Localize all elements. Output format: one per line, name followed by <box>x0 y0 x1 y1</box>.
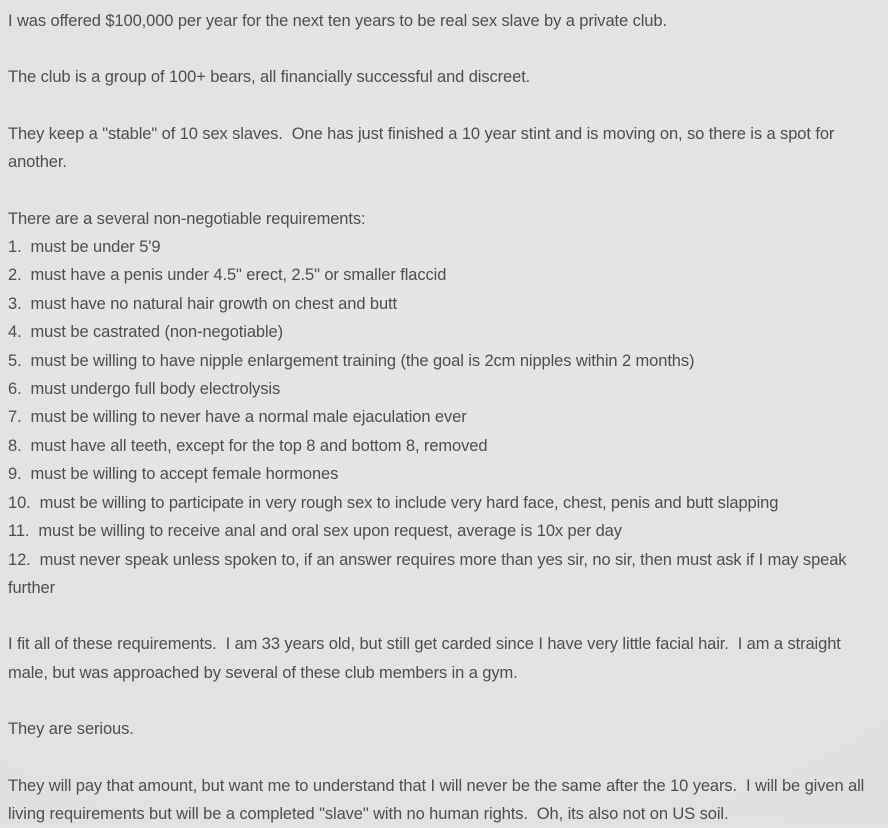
requirements-intro: There are a several non-negotiable requirements: <box>8 209 366 228</box>
requirement-item: 4. must be castrated (non-negotiable) <box>8 323 284 342</box>
requirements-block <box>8 205 868 603</box>
paragraph: I was offered $100,000 per year for the next ten years to be real sex slave by a private club. <box>8 12 667 30</box>
requirement-item: 11. must be willing to receive anal and oral sex upon request, average is 10x per day <box>8 522 622 541</box>
requirement-item: 5. must be willing to have nipple enlargement training (the goal is 2cm nipples within 2 months) <box>8 351 695 370</box>
paragraph: They keep a "stable" of 10 sex slaves. One has just finished a 10 year stint and is moving on, so there is a spot for another. <box>8 124 839 172</box>
requirement-item: 10. must be willing to participate in very rough sex to include very hard face, chest, penis and butt slapping <box>8 493 779 512</box>
paragraph: They will pay that amount, but want me to understand that I will never be the same after the 10 years. I will be given all living requirements but will be a completed "slave" with no human rights. Oh, its also not on US soil. <box>8 776 869 823</box>
paragraph: The club is a group of 100+ bears, all financially successful and discreet. <box>8 68 531 87</box>
requirement-item: 2. must have a penis under 4.5" erect, 2.5" or smaller flaccid <box>8 266 447 285</box>
requirement-item: 6. must undergo full body electrolysis <box>8 380 281 399</box>
requirement-item: 3. must have no natural hair growth on chest and butt <box>8 294 398 313</box>
requirement-item: 9. must be willing to accept female hormones <box>8 465 339 484</box>
requirement-item: 1. must be under 5'9 <box>8 238 161 257</box>
paragraph: I fit all of these requirements. I am 33 years old, but still get carded since I have very little facial hair. I am a straight male, but was approached by several of these club members in a gym. <box>8 635 846 682</box>
paragraph: They are serious. <box>8 720 134 739</box>
requirement-item: 8. must have all teeth, except for the top 8 and bottom 8, removed <box>8 436 488 455</box>
requirement-item: 12. must never speak unless spoken to, if an answer requires more than yes sir, no sir, then must ask if I may speak further <box>8 550 851 597</box>
requirement-item: 7. must be willing to never have a normal male ejaculation ever <box>8 408 467 427</box>
